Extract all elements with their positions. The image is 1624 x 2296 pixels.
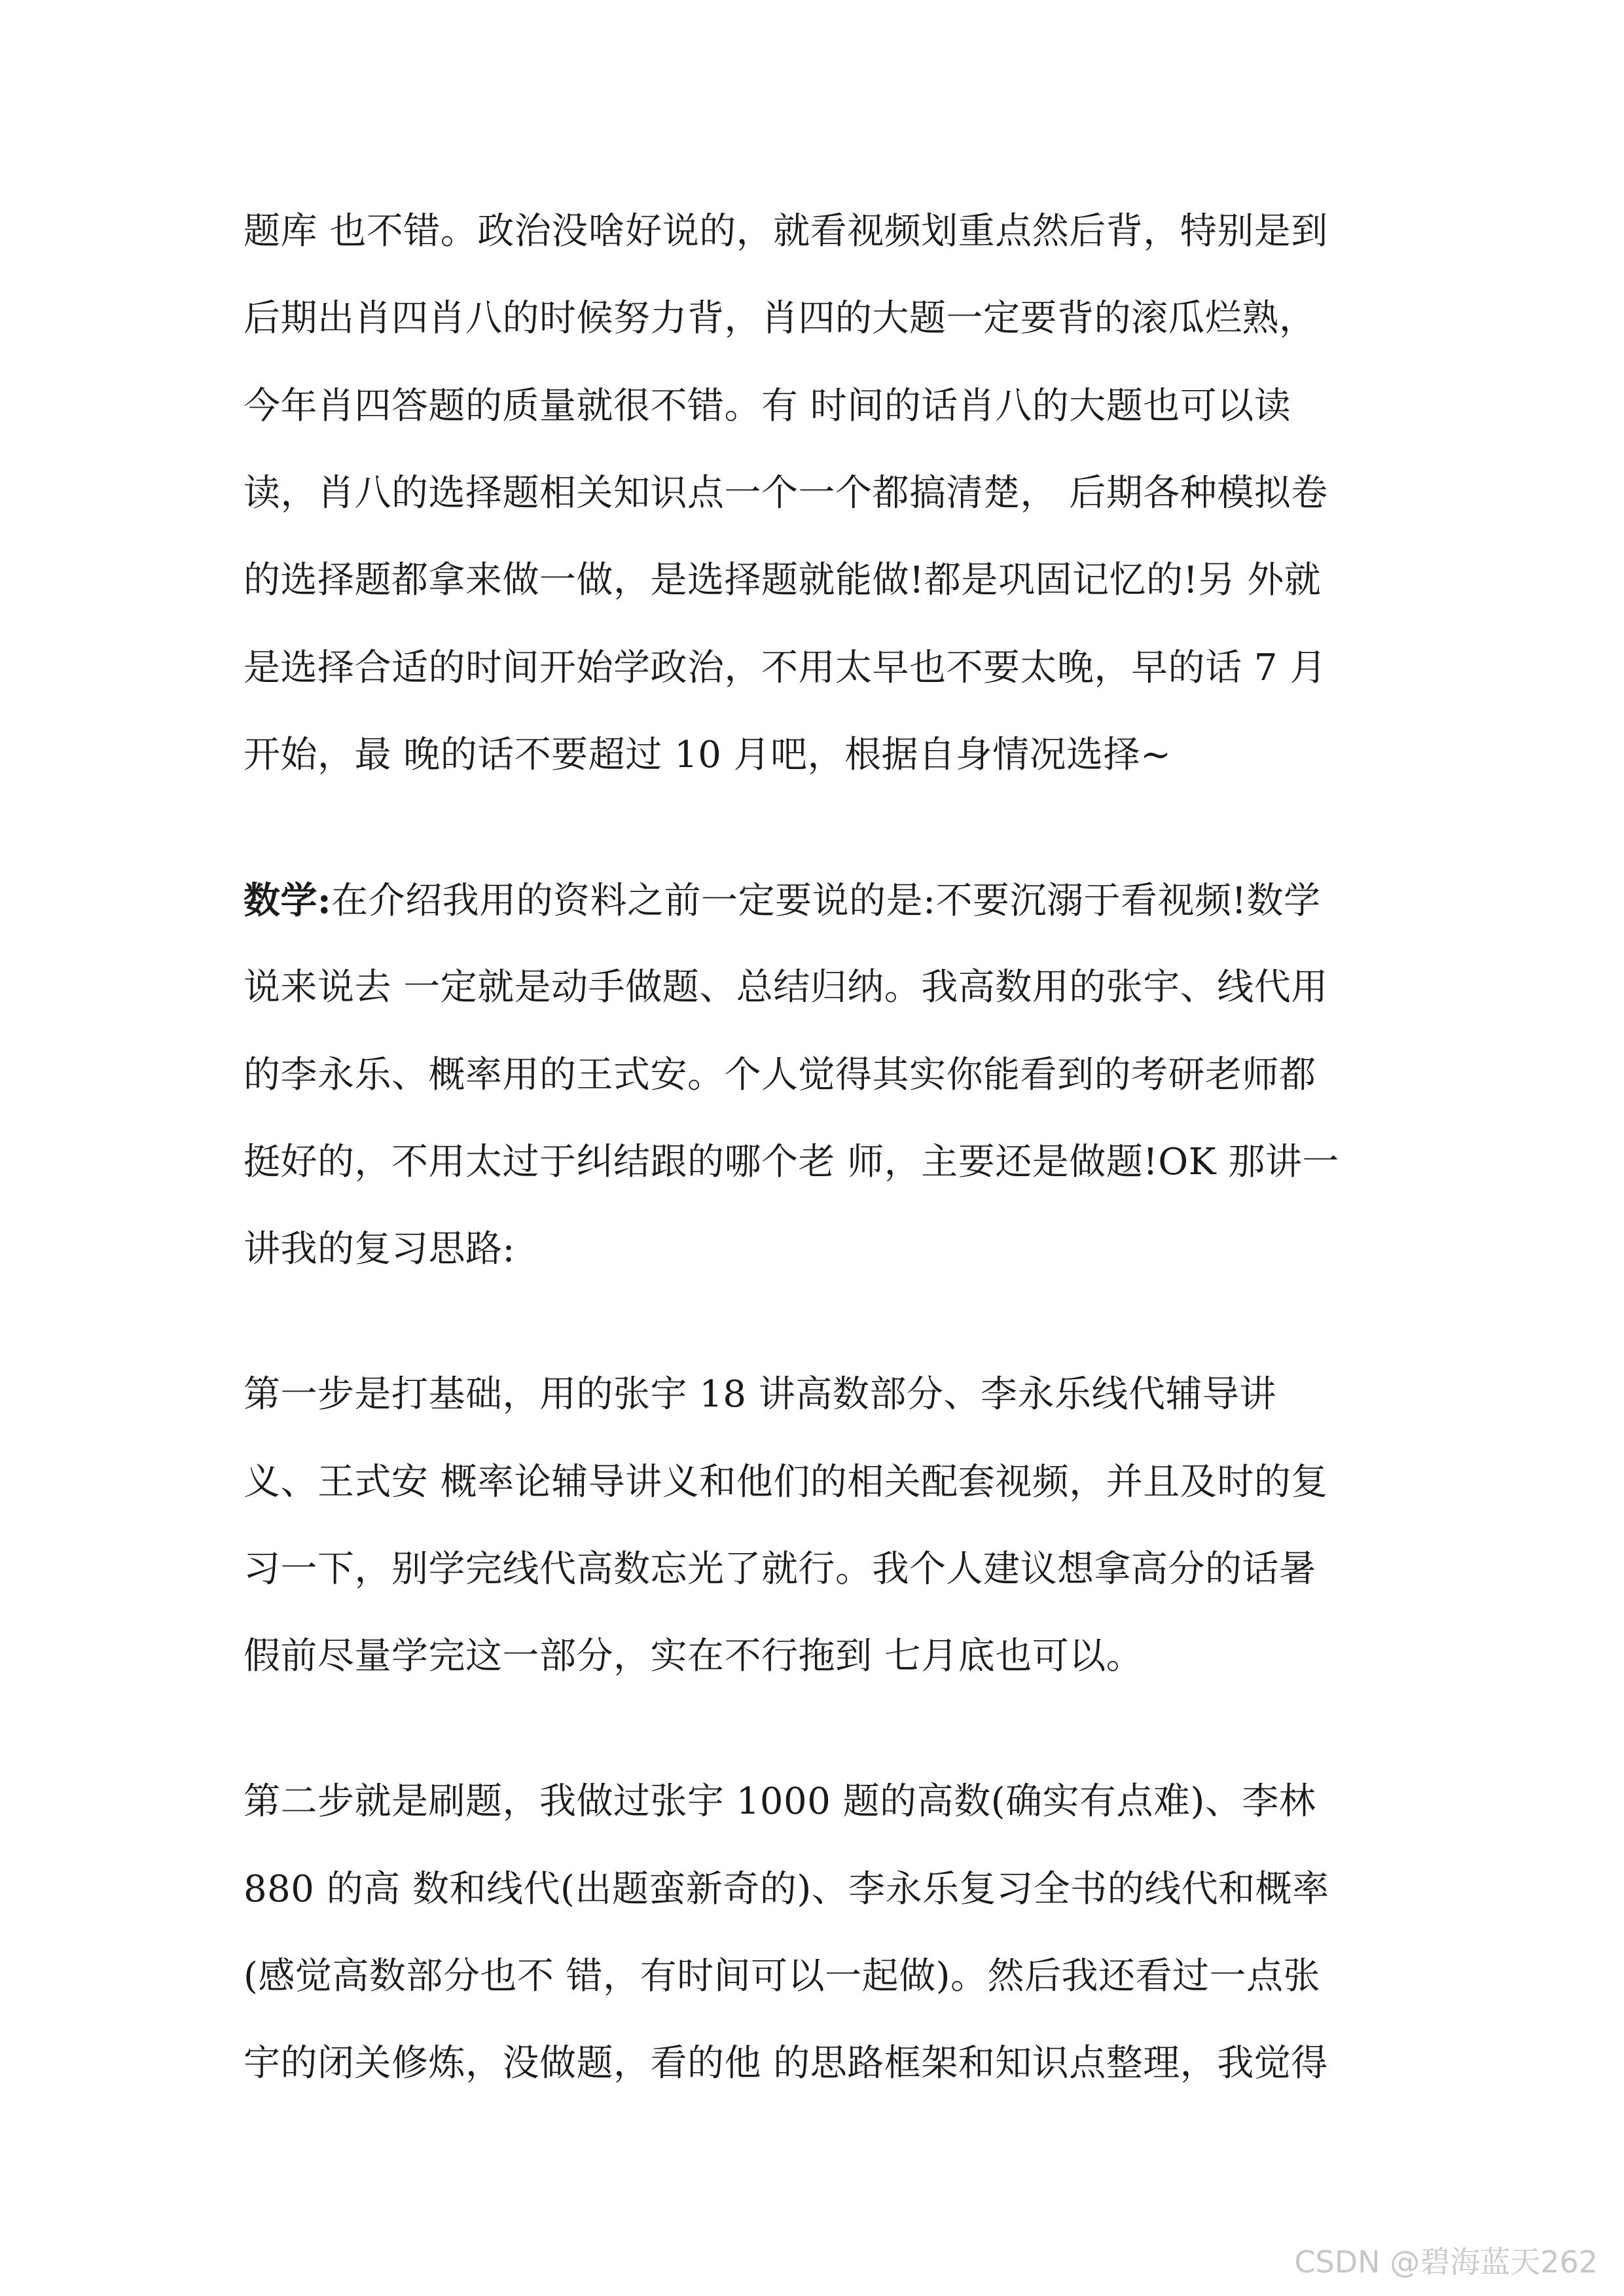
text-line: 说来说去 一定就是动手做题、总结归纳。我高数用的张宇、线代用 bbox=[244, 966, 1328, 1009]
text-line: 挺好的，不用太过于纠结跟的哪个老 师，主要还是做题!OK 那讲一 bbox=[244, 1141, 1339, 1183]
csdn-watermark: CSDN @碧海蓝天262 bbox=[1294, 2244, 1598, 2280]
text-line: 宇的闭关修炼，没做题，看的他 的思路框架和知识点整理，我觉得 bbox=[244, 2042, 1328, 2085]
text-span: 在介绍我用的资料之前一定要说的是:不要沉溺于看视频!数学 bbox=[331, 880, 1321, 922]
text-line: 义、王式安 概率论辅导讲义和他们的相关配套视频，并且及时的复 bbox=[244, 1461, 1328, 1503]
text-line: 第二步就是刷题，我做过张宇 1000 题的高数(确实有点难)、李林 bbox=[244, 1780, 1316, 1823]
text-line: 读，肖八的选择题相关知识点一个一个都搞清楚， 后期各种模拟卷 bbox=[244, 472, 1328, 514]
text-line: 的选择题都拿来做一做，是选择题就能做!都是巩固记忆的!另 外就 bbox=[244, 559, 1322, 601]
text-line bbox=[244, 877, 1321, 924]
section-heading-math: 数学: bbox=[244, 879, 332, 922]
text-line: 讲我的复习思路: bbox=[244, 1228, 515, 1270]
text-line: 的李永乐、概率用的王式安。个人觉得其实你能看到的考研老师都 bbox=[244, 1054, 1316, 1096]
text-line: 开始，最 晚的话不要超过 10 月吧，根据自身情况选择~ bbox=[244, 734, 1172, 776]
text-line: 后期出肖四肖八的时候努力背，肖四的大题一定要背的滚瓜烂熟， bbox=[244, 297, 1316, 340]
text-line: 今年肖四答题的质量就很不错。有 时间的话肖八的大题也可以读 bbox=[244, 385, 1291, 427]
text-line: 第一步是打基础，用的张宇 18 讲高数部分、李永乐线代辅导讲 bbox=[244, 1373, 1276, 1416]
text-line: 假前尽量学完这一部分，实在不行拖到 七月底也可以。 bbox=[244, 1635, 1144, 1677]
text-line: 习一下，别学完线代高数忘光了就行。我个人建议想拿高分的话暑 bbox=[244, 1548, 1316, 1590]
text-line: 880 的高 数和线代(出题蛮新奇的)、李永乐复习全书的线代和概率 bbox=[244, 1868, 1329, 1910]
text-line: 题库 也不错。政治没啥好说的，就看视频划重点然后背，特别是到 bbox=[244, 210, 1328, 253]
text-line: 是选择合适的时间开始学政治，不用太早也不要太晚，早的话 7 月 bbox=[244, 647, 1327, 689]
text-line: (感觉高数部分也不 错，有时间可以一起做)。然后我还看过一点张 bbox=[244, 1955, 1320, 1998]
